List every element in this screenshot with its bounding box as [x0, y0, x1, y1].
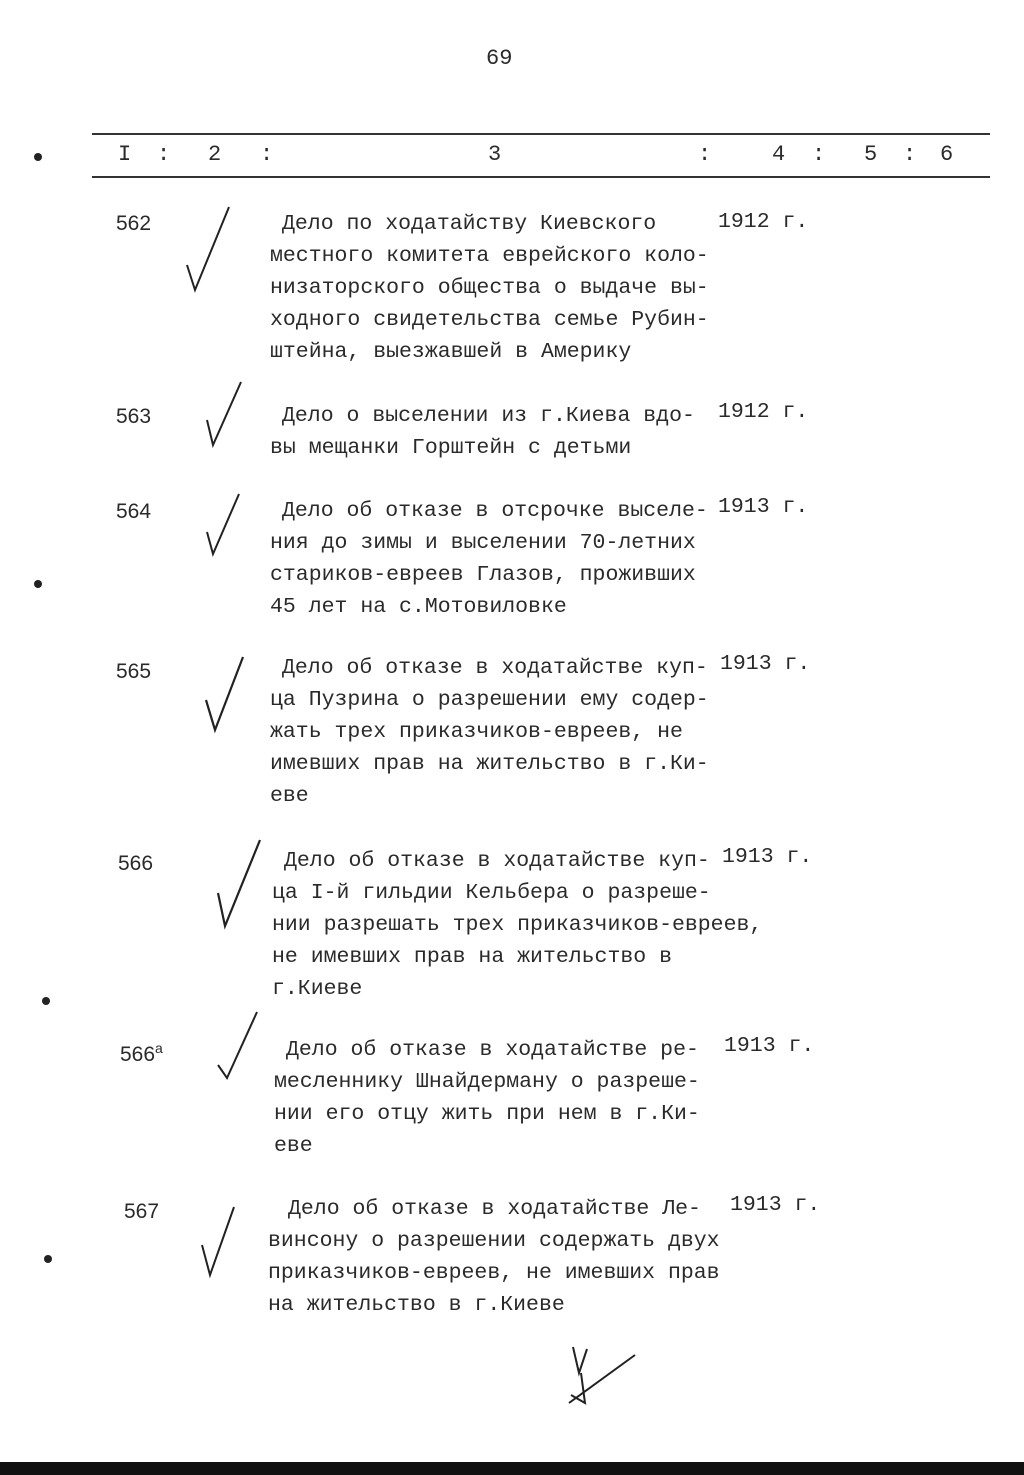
entry-number: 567	[124, 1200, 160, 1223]
column-5: 5	[864, 142, 878, 167]
checkmark-icon	[203, 655, 248, 735]
entry-number: 565	[116, 660, 152, 683]
checkmark-icon	[215, 838, 265, 933]
page-number: 69	[486, 46, 513, 71]
punch-hole	[44, 1255, 52, 1263]
checkmark-icon	[215, 1010, 260, 1080]
header-top-rule	[92, 133, 990, 135]
checkmark-icon	[200, 1205, 240, 1280]
entry-description: Дело по ходатайству Киевского местного комитета еврейского коло- низаторского общества о выдаче вы- ходного свидетельства семье Рубин- штейна, выезжавшей в Америку	[270, 212, 709, 364]
entry-description: Дело об отказе в ходатайстве куп- ца I-й гильдии Кельбера о разреше- нии разрешать трех приказчиков-евреев, не имевших прав на жительство в г.Киеве	[272, 849, 763, 1001]
checkmark-icon	[185, 205, 235, 295]
column-3: 3	[488, 142, 502, 167]
checkmark-icon	[205, 380, 245, 450]
entry-number: $566^а$	[120, 1040, 163, 1066]
column-2: 2	[208, 142, 222, 167]
header-bottom-rule	[92, 176, 990, 178]
entry-number: 566	[118, 852, 154, 875]
entry-number: 564	[116, 500, 152, 523]
entry-description: Дело об отказе в ходатайстве Ле- винсону о разрешении содержать двух приказчиков-евреев, не имевших прав на жительство в г.Киеве	[268, 1197, 720, 1317]
column-sep: :	[260, 142, 274, 167]
column-6: 6	[940, 142, 954, 167]
entry-description: Дело о выселении из г.Киева вдо- вы мещанки Горштейн с детьми	[270, 404, 695, 460]
column-sep: :	[157, 142, 171, 167]
punch-hole	[42, 997, 50, 1005]
entry-number: 562	[116, 212, 152, 235]
punch-hole	[34, 153, 42, 161]
entry-year: 1912 г.	[718, 400, 809, 424]
entry-year: 1913 г.	[718, 495, 809, 519]
checkmark-icon	[205, 492, 245, 562]
entry-description: Дело об отказе в ходатайстве ре- месленнику Шнайдерману о разреше- нии его отцу жить при нем в г.Ки- еве	[274, 1038, 700, 1158]
entry-year: 1913 г.	[722, 845, 813, 869]
entry-year: 1913 г.	[720, 652, 811, 676]
column-sep: :	[812, 142, 826, 167]
punch-hole	[34, 580, 42, 588]
entry-year: 1913 г.	[724, 1034, 815, 1058]
column-sep: :	[903, 142, 917, 167]
entry-description: Дело об отказе в ходатайстве куп- ца Пузрина о разрешении ему содер- жать трех приказчиков-евреев, не имевших прав на жительство в г.Ки- еве	[270, 656, 709, 808]
column-4: 4	[772, 142, 786, 167]
handwritten-signature-mark	[565, 1345, 640, 1410]
entry-description: Дело об отказе в отсрочке выселе- ния до зимы и выселении 70-летних стариков-евреев Глазов, проживших 45 лет на с.Мотовиловке	[270, 499, 708, 619]
entry-year: 1912 г.	[718, 210, 809, 234]
column-sep: :	[698, 142, 712, 167]
scan-bottom-edge	[0, 1462, 1024, 1475]
column-1: I	[118, 142, 132, 167]
entry-year: 1913 г.	[730, 1193, 821, 1217]
entry-number: 563	[116, 405, 152, 428]
